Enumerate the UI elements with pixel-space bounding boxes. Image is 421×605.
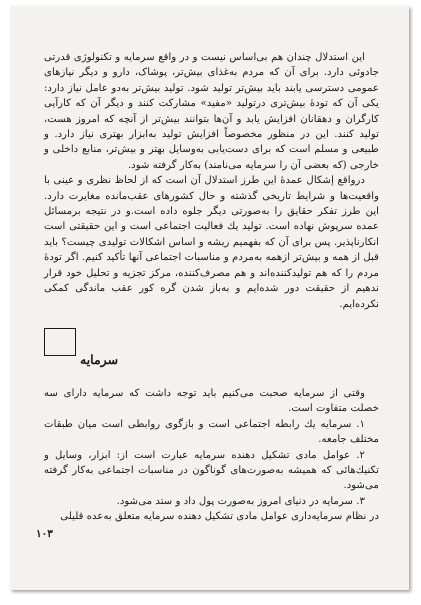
page-number: ۱۰۳ xyxy=(36,528,53,540)
list-item-1: ۱. سرمایه یك رابطه اجتماعی است و بازگوی روابطی است میان طبقات مختلف جامعه. xyxy=(44,418,379,446)
closing-paragraph: در نظام سرمایه‌داری عوامل مادی تشکیل دهنده سرمایه متعلق به‌عده قلیلی xyxy=(60,511,379,523)
paragraph-2: درواقع إشکال عمدهٔ این طرز استدلال آن است که از لحاظ نظری و عینی با واقعیت‌ها و شرایط تاریخی گذشته و حال کشورهای عقب‌مانده مغایرت دارد. این طرز تفکر حقایق را به‌صورتی دیگر جلوه داده است.و در نتیجه برمسائل عمده سرپوش نهاده است. تولید یك فعالیت اجتماعی است و این حقیقتی است انکارناپذیر. پس برای آن که بفهمیم ریشه و اساس اشکالات تولیدی چیست؟ باید قبل از همه و بیش‌تر ازهمه به‌مردم و مناسبات اجتماعی آنها تأکید کنیم. اگر تودهٔ مردم را که هم تولیدکننده‌اند و هم مصرف‌کننده، مرکز تجزیه و تحلیل خود قرار ندهیم از حقیقت دور شده‌ایم و به‌باز شدن گره کور عقب ماندگی کمکی نکرده‌ایم. xyxy=(44,175,379,310)
book-page xyxy=(10,6,409,590)
list-item-2: ۲. عوامل مادی تشکیل دهنده سرمایه عبارت است از: ابزار، وسایل و تکنیك‌هائی که همیشه به‌صورت‌های گوناگون در مناسبات اجتماعی به‌کار گرفته می‌شود. xyxy=(44,449,379,492)
section-intro: وقتی از سرمایه صحبت می‌کنیم باید توجه داشت که سرمایه دارای سه خصلت متفاوت است. xyxy=(44,387,379,415)
section-heading xyxy=(44,328,379,368)
section-title: سرمایه xyxy=(80,351,119,367)
page-text xyxy=(44,50,379,525)
list-item-3: ۳. سرمایه در دنیای امروز به‌صورت پول داد و ستد می‌شود. xyxy=(116,495,365,507)
paragraph-1: این استدلال چندان هم بی‌اساس نیست و در واقع سرمایه و تکنولوژی قدرتی جادوئی دارد. برای آن که مردم به‌غذای بیش‌تر، پوشاک، دارو و دیگر نیازهای عمومی دسترسی یابند باید بیش‌تر تولید شود. تولید بیش‌تر به‌دو عامل نیاز دارد: یکی آن که تودهٔ بیش‌تری درتولید «مفید» مشارکت کنند و دیگر آن که کارآیی کارگران و دهقانان افزایش یابد و آن‌ها بتوانند بیش‌تر از آنچه که امروز هست، تولید کنند. این در منظور مخصوصاً افزایش تولید به‌ابزار بهتری نیاز دارد. و طبیعی و مسلم است که برای دست‌یابی به‌وسایل بهتر و بیش‌تر، منابع داخلی و خارجی (که بعضی آن را سرمایه می‌نامند) به‌کار گرفته شود. xyxy=(44,52,379,171)
section-marker-box xyxy=(44,328,76,356)
